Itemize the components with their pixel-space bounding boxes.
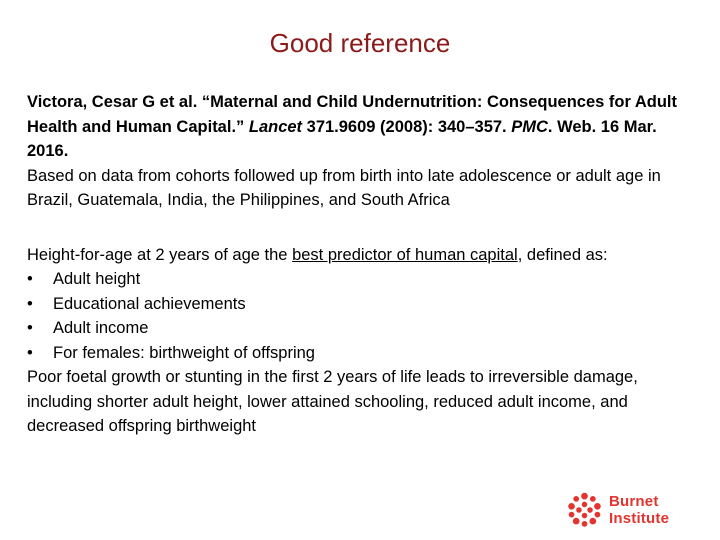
bullet-item: • Educational achievements	[27, 292, 702, 317]
reference-citation: Victora, Cesar G et al. “Maternal and Child Undernutrition: Consequences for Adult Health and Human Capital.” Lancet 371.9609 (2008): 340–357. PMC. Web. 16 Mar. 2016.	[27, 93, 678, 160]
burnet-logo-icon	[566, 491, 603, 529]
bullet-dot: •	[27, 294, 33, 313]
logo-text: Burnet Institute	[609, 493, 670, 527]
bullet-item: • For females: birthweight of offspring	[27, 341, 702, 366]
burnet-logo	[566, 490, 720, 530]
bullet-dot: •	[27, 270, 33, 288]
slide-body	[27, 90, 702, 439]
conclusion-text: Poor foetal growth or stunting in the first 2 years of life leads to irreversible damage, including shorter adult height, lower attained schooling, reduced adult income, and decreased offspring birthweight	[27, 368, 638, 435]
predictor-text: Height-for-age at 2 years of age the best predictor of human capital, defined as:	[27, 245, 608, 264]
pmc-label: PMC	[511, 117, 548, 136]
based-on-text: Based on data from cohorts followed up from birth into late adolescence or adult age in Brazil, Guatemala, India, the Philippines, and South Africa	[27, 166, 661, 209]
slide-title: Good reference	[269, 28, 451, 58]
bullet-dot: •	[27, 343, 33, 362]
bullet-item: • Adult height	[27, 267, 702, 292]
journal-name: Lancet	[248, 117, 303, 136]
bullet-dot: •	[27, 319, 33, 337]
predictor-underlined: best predictor of human capital	[292, 245, 518, 264]
bullet-item: • Adult income	[27, 316, 702, 341]
